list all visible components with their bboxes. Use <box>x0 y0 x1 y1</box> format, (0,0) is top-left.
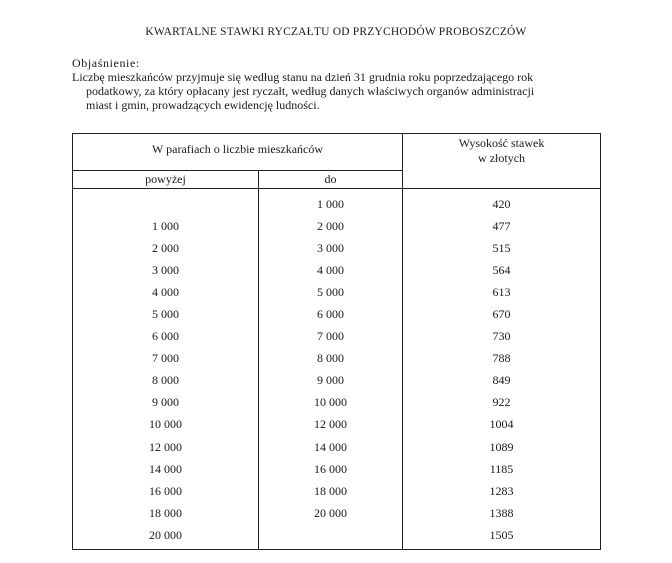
rates-table-body <box>73 189 601 550</box>
cell-rate: 922 <box>403 392 601 414</box>
explanation-line-2: podatkowy, za który opłacany jest ryczałt, według danych właściwych organów administracji <box>86 84 535 98</box>
cell-rate: 1185 <box>403 458 601 480</box>
table-row <box>73 215 601 237</box>
cell-from: 16 000 <box>73 480 259 502</box>
cell-to: 12 000 <box>258 414 402 436</box>
cell-from: 10 000 <box>73 414 259 436</box>
cell-from: 3 000 <box>73 259 259 281</box>
cell-rate: 420 <box>403 189 601 216</box>
cell-to: 5 000 <box>258 281 402 303</box>
table-row <box>73 259 601 281</box>
cell-rate: 1283 <box>403 480 601 502</box>
table-row <box>73 458 601 480</box>
table-row <box>73 480 601 502</box>
cell-to: 20 000 <box>258 502 402 524</box>
table-row <box>73 414 601 436</box>
column-header-from: powyżej <box>73 171 259 189</box>
table-row <box>73 370 601 392</box>
cell-from: 1 000 <box>73 215 259 237</box>
cell-to: 1 000 <box>258 189 402 216</box>
explanation-heading: Objaśnienie: <box>72 56 140 70</box>
cell-rate: 1089 <box>403 436 601 458</box>
cell-from: 9 000 <box>73 392 259 414</box>
cell-to: 4 000 <box>258 259 402 281</box>
cell-rate: 613 <box>403 281 601 303</box>
cell-from <box>73 189 259 216</box>
cell-from: 14 000 <box>73 458 259 480</box>
table-row <box>73 281 601 303</box>
cell-to: 10 000 <box>258 392 402 414</box>
cell-from: 4 000 <box>73 281 259 303</box>
table-row <box>73 524 601 549</box>
cell-rate: 564 <box>403 259 601 281</box>
cell-to <box>258 524 402 549</box>
table-row <box>73 326 601 348</box>
cell-rate: 1388 <box>403 502 601 524</box>
table-row <box>73 392 601 414</box>
table-row <box>73 237 601 259</box>
cell-rate: 477 <box>403 215 601 237</box>
rate-header-line-1: Wysokość stawek <box>458 136 545 150</box>
cell-rate: 849 <box>403 370 601 392</box>
rate-header-line-2: w złotych <box>478 151 526 165</box>
cell-from: 7 000 <box>73 348 259 370</box>
cell-to: 6 000 <box>258 303 402 325</box>
cell-to: 16 000 <box>258 458 402 480</box>
cell-rate: 1004 <box>403 414 601 436</box>
explanation-line-1: Liczbę mieszkańców przyjmuje się według stanu na dzień 31 grudnia roku poprzedzającego rok <box>72 70 534 84</box>
cell-from: 2 000 <box>73 237 259 259</box>
table-row <box>73 502 601 524</box>
cell-from: 12 000 <box>73 436 259 458</box>
table-row <box>73 303 601 325</box>
cell-from: 6 000 <box>73 326 259 348</box>
cell-to: 8 000 <box>258 348 402 370</box>
table-row <box>73 436 601 458</box>
cell-to: 7 000 <box>258 326 402 348</box>
cell-to: 9 000 <box>258 370 402 392</box>
table-row <box>73 348 601 370</box>
population-group-header: W parafiach o liczbie mieszkańców <box>73 134 403 171</box>
cell-rate: 788 <box>403 348 601 370</box>
explanation-line-3: miast i gmin, prowadzących ewidencję ludności. <box>86 98 320 112</box>
cell-rate: 670 <box>403 303 601 325</box>
cell-to: 18 000 <box>258 480 402 502</box>
table-row <box>73 189 601 216</box>
cell-to: 2 000 <box>258 215 402 237</box>
explanation-paragraph <box>72 70 600 112</box>
cell-to: 3 000 <box>258 237 402 259</box>
cell-from: 8 000 <box>73 370 259 392</box>
rates-table <box>72 133 601 550</box>
cell-to: 14 000 <box>258 436 402 458</box>
cell-from: 20 000 <box>73 524 259 549</box>
explanation <box>72 56 600 112</box>
document-title: KWARTALNE STAWKI RYCZAŁTU OD PRZYCHODÓW PROBOSZCZÓW <box>145 26 527 38</box>
cell-from: 18 000 <box>73 502 259 524</box>
column-header-to: do <box>258 171 402 189</box>
rate-header <box>403 134 601 189</box>
cell-rate: 730 <box>403 326 601 348</box>
cell-rate: 1505 <box>403 524 601 549</box>
cell-from: 5 000 <box>73 303 259 325</box>
cell-rate: 515 <box>403 237 601 259</box>
